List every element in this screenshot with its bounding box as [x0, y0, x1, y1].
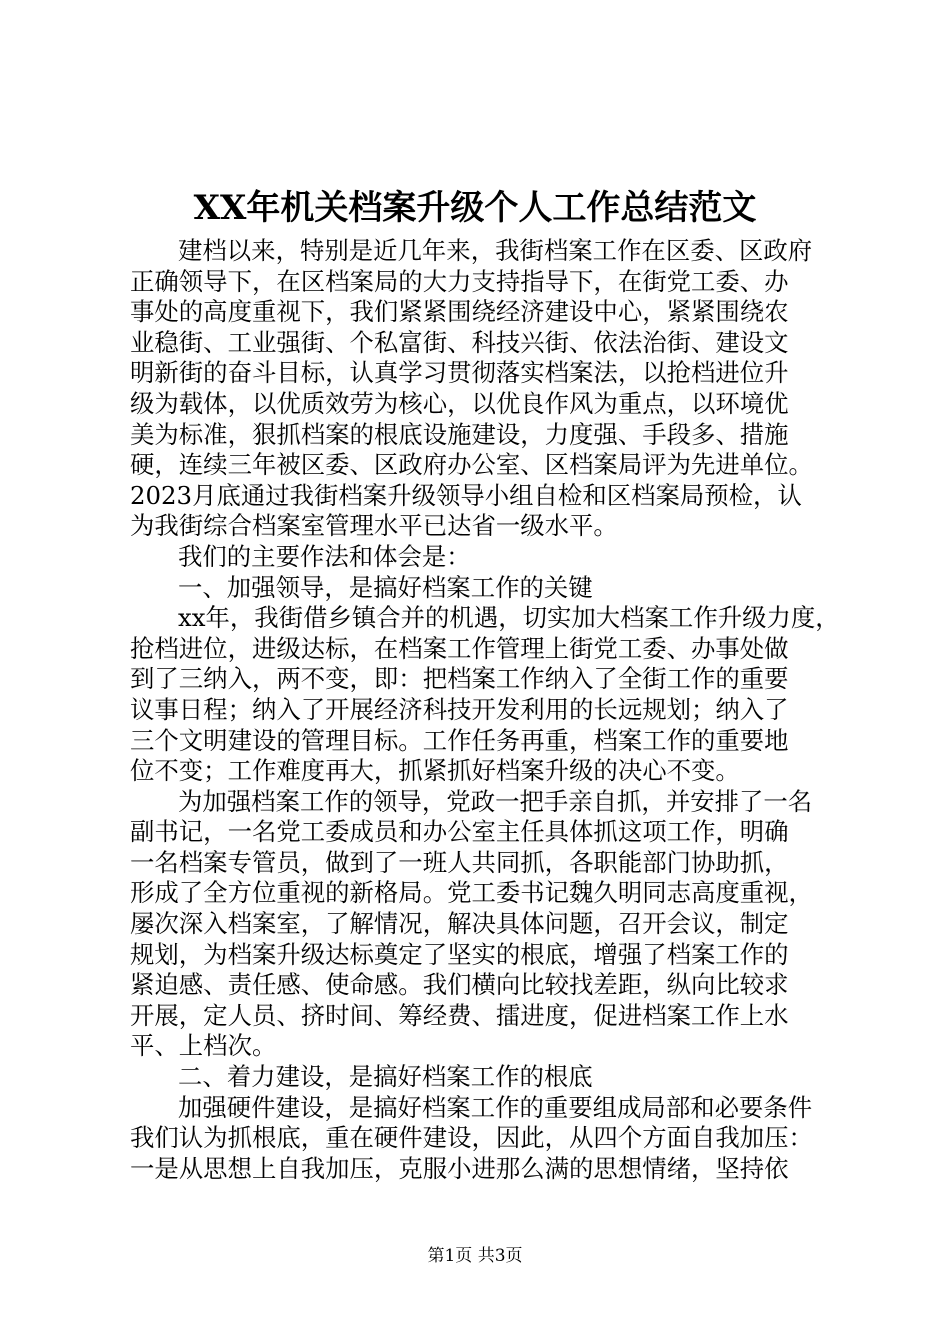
text-line: 我们的主要作法和体会是： [178, 541, 471, 571]
text-line: 为我街综合档案室管理水平已达省一级水平。 [130, 511, 618, 541]
text-line: 一名档案专管员，做到了一班人共同抓，各职能部门协助抓， [130, 847, 789, 877]
text-line: 2023月底通过我街档案升级领导小组自检和区档案局预检，认 [130, 480, 802, 510]
page-footer: 第1页 共3页 [427, 1246, 523, 1266]
text-line: 明新街的奋斗目标，认真学习贯彻落实档案法，以抢档进位升 [130, 358, 789, 388]
text-line: 屡次深入档案室，了解情况，解决具体问题，召开会议，制定 [130, 909, 789, 939]
text-line: 业稳街、工业强街、个私富街、科技兴街、依法治街、建设文 [130, 327, 789, 357]
text-line: 副书记，一名党工委成员和办公室主任具体抓这项工作，明确 [130, 817, 789, 847]
text-line: 规划，为档案升级达标奠定了坚实的根底，增强了档案工作的 [130, 939, 789, 969]
text-line: 位不变；工作难度再大，抓紧抓好档案升级的决心不变。 [130, 756, 740, 786]
text-line: 三个文明建设的管理目标。工作任务再重，档案工作的重要地 [130, 725, 789, 755]
text-line: 我们认为抓根底，重在硬件建设，因此，从四个方面自我加压： [130, 1123, 813, 1153]
text-line: 级为载体，以优质效劳为核心，以优良作风为重点，以环境优 [130, 388, 789, 418]
text-line: 开展，定人员、挤时间、筹经费、擂进度，促进档案工作上水 [130, 1000, 789, 1030]
text-line: 抢档进位，进级达标，在档案工作管理上街党工委、办事处做 [130, 633, 789, 663]
text-line: 到了三纳入，两不变，即：把档案工作纳入了全街工作的重要 [130, 664, 789, 694]
document-title: XX年机关档案升级个人工作总结范文 [193, 188, 757, 228]
text-line: 形成了全方位重视的新格局。党工委书记魏久明同志高度重视， [130, 878, 813, 908]
text-line: xx年，我街借乡镇合并的机遇，切实加大档案工作升级力度， [178, 603, 840, 633]
text-line: 美为标准，狠抓档案的根底设施建设，力度强、手段多、措施 [130, 419, 789, 449]
text-line: 正确领导下，在区档案局的大力支持指导下，在街党工委、办 [130, 266, 789, 296]
text-line: 一是从思想上自我加压，克服小进那么满的思想情绪，坚持依 [130, 1153, 789, 1183]
text-line: 议事日程；纳入了开展经济科技开发利用的长远规划；纳入了 [130, 694, 789, 724]
text-line: 紧迫感、责任感、使命感。我们横向比较找差距，纵向比较求 [130, 970, 789, 1000]
text-line: 建档以来，特别是近几年来，我街档案工作在区委、区政府 [178, 236, 813, 265]
section-heading: 二、着力建设，是搞好档案工作的根底 [178, 1062, 593, 1092]
section-heading: 一、加强领导，是搞好档案工作的关键 [178, 572, 593, 602]
document-body [130, 236, 840, 1184]
text-line: 加强硬件建设，是搞好档案工作的重要组成局部和必要条件 [178, 1092, 813, 1122]
text-line: 平、上档次。 [130, 1031, 277, 1061]
text-line: 为加强档案工作的领导，党政一把手亲自抓，并安排了一名 [178, 786, 813, 816]
text-line: 事处的高度重视下，我们紧紧围绕经济建设中心，紧紧围绕农 [130, 297, 789, 327]
text-line: 硬，连续三年被区委、区政府办公室、区档案局评为先进单位。 [130, 450, 813, 480]
